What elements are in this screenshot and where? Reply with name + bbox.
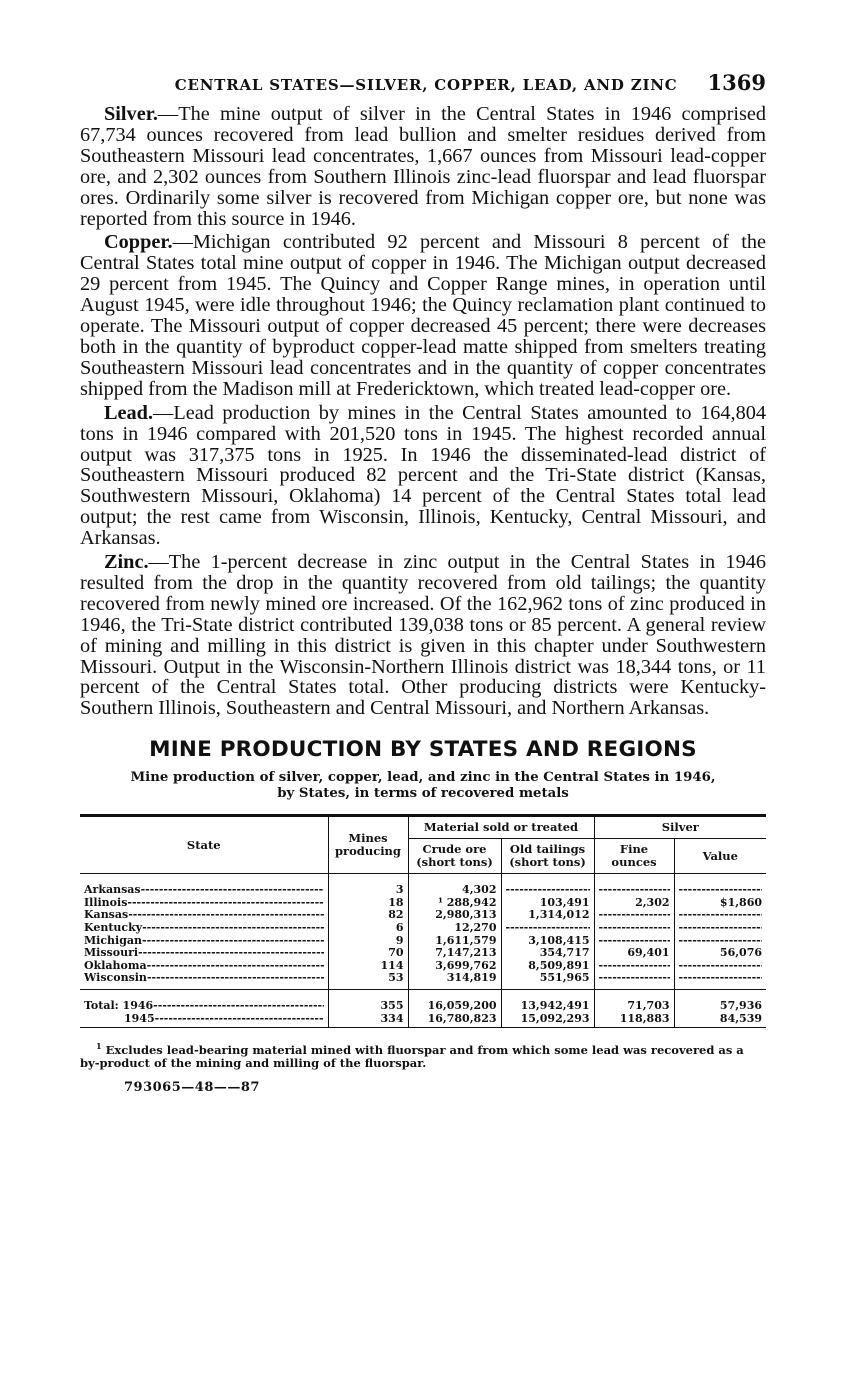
paragraph-lead-in: Zinc. [104,551,149,574]
cell-value [674,960,766,973]
cell-crude-ore: 4,302 [408,874,501,897]
footnote-text: Excludes lead-bearing material mined with fluorspar and from which some lead was recovered as a by-product of the mining and milling of the fluorspar. [80,1043,744,1071]
state-name: Oklahoma [84,958,147,972]
cell-value [674,909,766,922]
cell-fine-ounces [594,972,674,989]
paragraph-text: —The mine output of silver in the Central States in 1946 comprised 67,734 ounces recovered from lead bullion and smelter residues derived from Southeastern Missouri lead concentrates, 1,667 ounces from Missouri lead-copper ore, and 2,302 ounces from Southern Illinois zinc-lead fluorspar and lead fluorspar ores. Ordinarily some silver is recovered from Michigan copper ore, but none was reported from this source in 1946. [80,103,766,230]
cell-fine-ounces: 71,703 [594,990,674,1013]
header-silver-group: Silver [594,816,766,839]
cell-mines: 82 [328,909,408,922]
header-state: State [80,816,328,874]
paragraph-copper [80,232,766,399]
cell-fine-ounces [594,909,674,922]
cell-crude-ore: 2,980,313 [408,909,501,922]
footnote-marker: 1 [96,1041,102,1052]
cell-value: 84,539 [674,1013,766,1028]
cell-mines: 9 [328,935,408,948]
total-label: 1945 [124,1011,155,1025]
table-footnote [80,1040,766,1070]
cell-value: $1,860 [674,897,766,910]
table-row [80,960,766,973]
cell-crude-ore: ¹ 288,942 [408,897,501,910]
cell-fine-ounces: 118,883 [594,1013,674,1028]
cell-value [674,972,766,989]
header-mines-producing: Mines producing [328,816,408,874]
header-crude-ore: Crude ore (short tons) [408,839,501,874]
table-caption [80,770,766,802]
cell-crude-ore: 16,059,200 [408,990,501,1013]
cell-mines: 70 [328,947,408,960]
paragraph-lead-in: Silver. [104,103,158,125]
paragraph-silver [80,104,766,229]
cell-fine-ounces: 69,401 [594,947,674,960]
cell-crude-ore: 12,270 [408,922,501,935]
table-row [80,922,766,935]
total-row-1945 [80,1013,766,1028]
paragraph-lead [80,403,766,549]
page-number: 1369 [707,70,766,95]
cell-old-tailings: 13,942,491 [501,990,594,1013]
paragraph-text: —Lead production by mines in the Central States amounted to 164,804 tons in 1946 compared with 201,520 tons in 1945. The highest recorded annual output was 317,375 tons in 1925. In 1946 the disseminated-lead district of Southeastern Missouri produced 82 percent and the Tri-State district (Kansas, Southwestern Missouri, Oklahoma) 14 percent of the Central States total lead output; the rest came from Wisconsin, Illinois, Kentucky, Central Missouri, and Arkansas. [80,401,766,550]
state-name: Illinois [84,895,128,909]
header-fine-ounces: Fine ounces [594,839,674,874]
cell-fine-ounces [594,874,674,897]
cell-crude-ore: 3,699,762 [408,960,501,973]
cell-value [674,922,766,935]
cell-mines: 53 [328,972,408,989]
table-row [80,874,766,897]
cell-old-tailings: 15,092,293 [501,1013,594,1028]
cell-mines: 6 [328,922,408,935]
total-label: Total: 1946 [84,999,154,1013]
cell-old-tailings: 551,965 [501,972,594,989]
state-name: Arkansas [84,883,141,897]
cell-crude-ore: 314,819 [408,972,501,989]
table-caption-line-2: by States, in terms of recovered metals [277,786,569,802]
paragraph-zinc [80,552,766,719]
cell-crude-ore: 7,147,213 [408,947,501,960]
header-material-group: Material sold or treated [408,816,594,839]
cell-old-tailings: 8,509,891 [501,960,594,973]
document-page [80,70,766,1095]
table-row [80,897,766,910]
cell-value: 56,076 [674,947,766,960]
cell-mines: 18 [328,897,408,910]
paragraph-lead-in: Copper. [104,231,173,254]
header-value: Value [674,839,766,874]
header-old-tailings: Old tailings (short tons) [501,839,594,874]
cell-old-tailings [501,874,594,897]
table-row [80,972,766,989]
cell-old-tailings: 354,717 [501,947,594,960]
paragraph-text: —The 1-percent decrease in zinc output in the Central States in 1946 resulted from the drop in the quantity recovered from old tailings; the quantity recovered from newly mined ore increased. Of the 162,962 tons of zinc produced in 1946, the Tri-State district contributed 139,038 tons or 85 percent. A general review of mining and milling in this district is given in this chapter under Southwestern Missouri. Output in the Wisconsin-Northern Illinois district was 18,344 tons, or 11 percent of the Central States total. Other producing districts were Kentucky-Southern Illinois, Southeastern and Central Missouri, and Northern Arkansas. [80,551,766,720]
state-name: Kansas [84,908,129,922]
page-header [80,70,766,104]
table-row [80,909,766,922]
cell-fine-ounces [594,922,674,935]
state-name: Michigan [84,933,143,947]
cell-value: 57,936 [674,990,766,1013]
paragraph-lead-in: Lead. [104,401,154,424]
table-row [80,947,766,960]
cell-old-tailings: 1,314,012 [501,909,594,922]
section-heading: MINE PRODUCTION BY STATES AND REGIONS [149,737,697,763]
cell-mines: 114 [328,960,408,973]
print-code: 793065—48——87 [124,1080,260,1096]
cell-fine-ounces [594,960,674,973]
state-name: Kentucky [84,921,143,935]
cell-fine-ounces: 2,302 [594,897,674,910]
cell-crude-ore: 1,611,579 [408,935,501,948]
state-name: Wisconsin [84,971,147,985]
cell-value [674,874,766,897]
paragraph-text: —Michigan contributed 92 percent and Missouri 8 percent of the Central States total mine output of copper in 1946. The Michigan output decreased 29 percent from 1945. The Quincy and Copper Range mines, in operation until August 1945, were idle throughout 1946; the Quincy reclamation plant continued to operate. The Missouri output of copper decreased 45 percent; there were decreases both in the quantity of byproduct copper-lead matte shipped from smelters treating Southeastern Missouri lead concentrates and in the quantity of copper concentrates shipped from the Madison mill at Fredericktown, which treated lead-copper ore. [80,231,766,400]
cell-old-tailings [501,922,594,935]
cell-old-tailings: 103,491 [501,897,594,910]
running-head: CENTRAL STATES—SILVER, COPPER, LEAD, AND ZINC [174,76,678,94]
total-row-1946 [80,990,766,1013]
cell-mines: 3 [328,874,408,897]
production-table [80,814,766,1028]
cell-old-tailings: 3,108,415 [501,935,594,948]
table-caption-line-1: Mine production of silver, copper, lead, and zinc in the Central States in 1946, [130,770,716,786]
cell-crude-ore: 16,780,823 [408,1013,501,1028]
state-name: Missouri [84,946,139,960]
cell-mines: 355 [328,990,408,1013]
cell-mines: 334 [328,1013,408,1028]
